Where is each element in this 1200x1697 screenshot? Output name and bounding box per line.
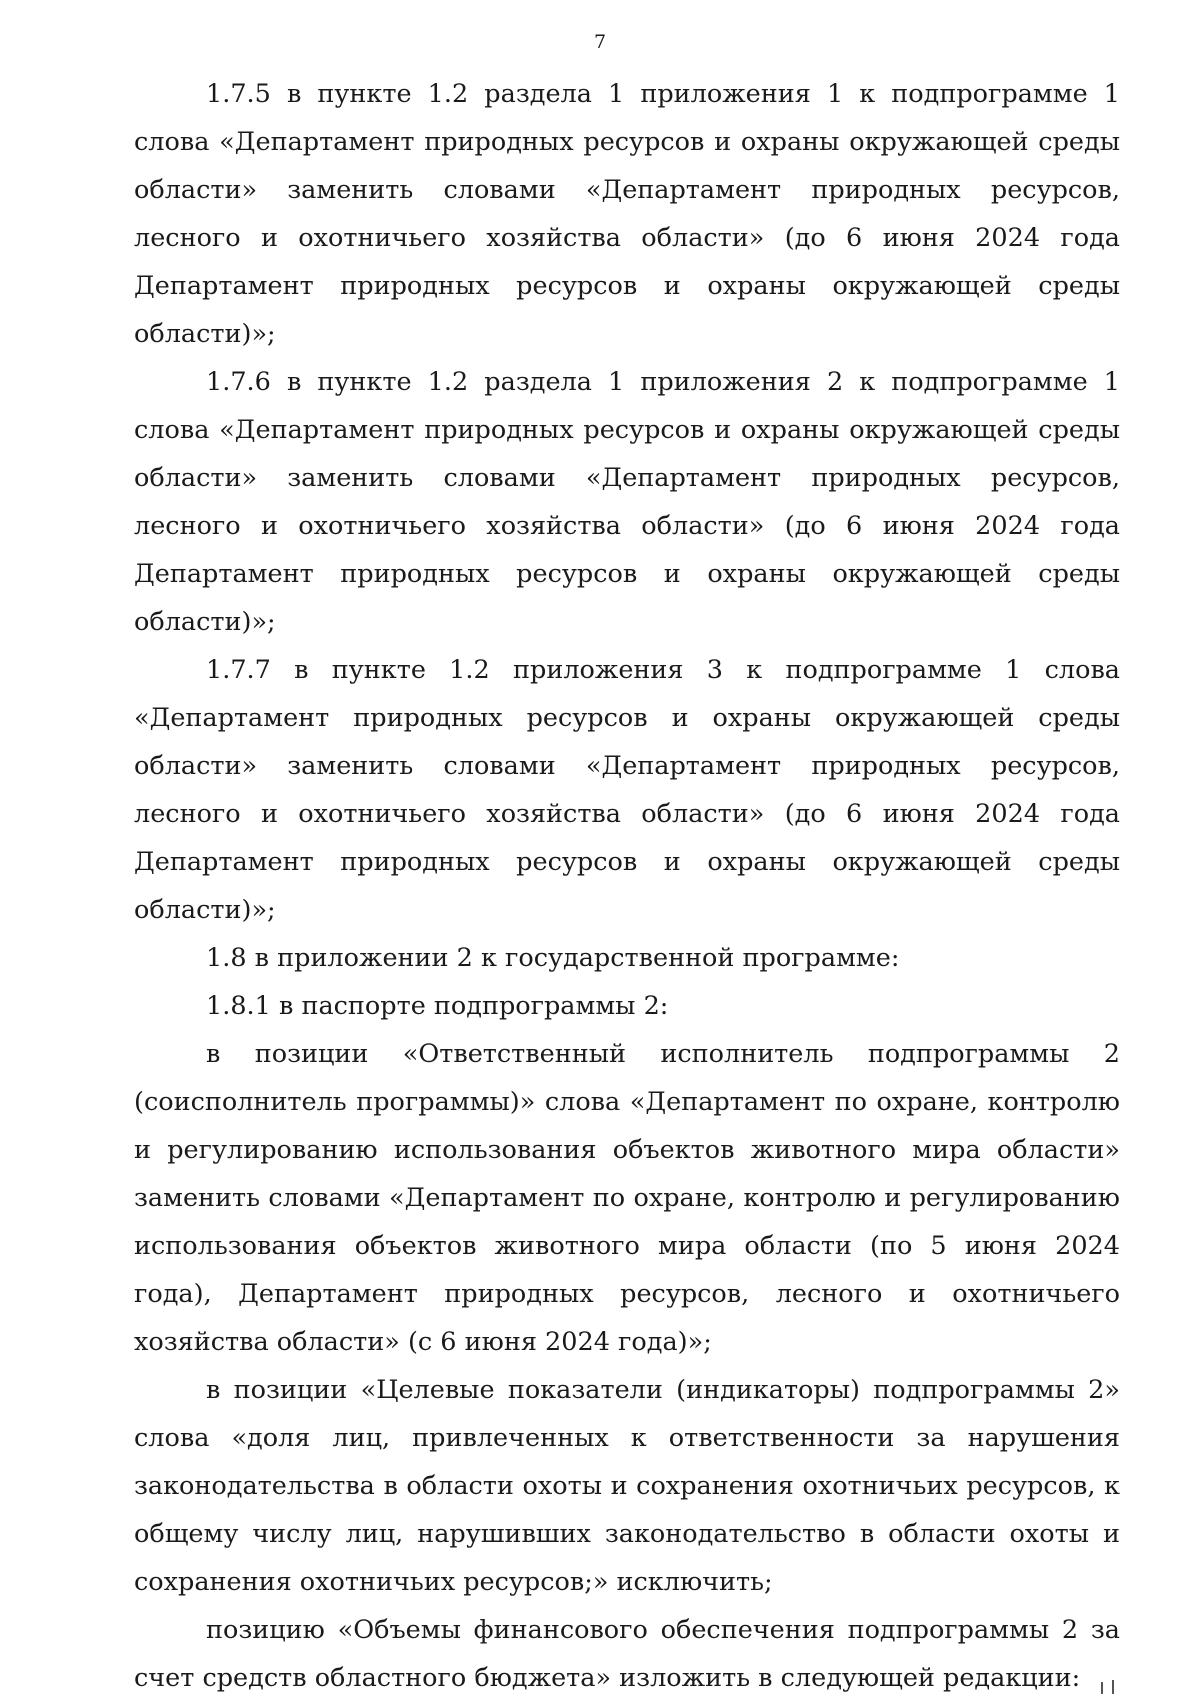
page-number: 7: [593, 31, 607, 53]
scan-mark-bottom-right: [1101, 1682, 1103, 1694]
paragraph-1-7-6: 1.7.6 в пункте 1.2 раздела 1 приложения 2 к подпрограмме 1 слова «Департамент природных ресурсов и охраны окружающей среды области» заменить словами «Департамент природных ресурсов, лесного и охотничьего хозяйства области» (до 6 июня 2024 года Департамент природных ресурсов и охраны окружающей среды области)»;: [134, 367, 1120, 637]
paragraph-responsible-executor: в позиции «Ответственный исполнитель подпрограммы 2 (соисполнитель программы)» слова «Департамент по охране, контролю и регулированию использования объектов животного мира области» заменить словами «Департамент по охране, контролю и регулированию использования объектов животного мира области (по 5 июня 2024 года), Департамент природных ресурсов, лесного и охотничьего хозяйства области» (с 6 июня 2024 года)»;: [134, 1039, 1120, 1357]
paragraph-1-7-7: 1.7.7 в пункте 1.2 приложения 3 к подпрограмме 1 слова «Департамент природных ресурсов и охраны окружающей среды области» заменить словами «Департамент природных ресурсов, лесного и охотничьего хозяйства области» (до 6 июня 2024 года Департамент природных ресурсов и охраны окружающей среды области)»;: [134, 655, 1120, 925]
paragraph-1-8: 1.8 в приложении 2 к государственной программе:: [206, 943, 900, 973]
paragraph-financing-volumes: позицию «Объемы финансового обеспечения подпрограммы 2 за счет средств областного бюджета» изложить в следующей редакции:: [134, 1615, 1120, 1693]
document-body: [134, 70, 1120, 1697]
paragraph-1-7-5: 1.7.5 в пункте 1.2 раздела 1 приложения 1 к подпрограмме 1 слова «Департамент природных ресурсов и охраны окружающей среды области» заменить словами «Департамент природных ресурсов, лесного и охотничьего хозяйства области» (до 6 июня 2024 года Департамент природных ресурсов и охраны окружающей среды области)»;: [134, 79, 1120, 349]
scan-mark-bottom-right-2: [1112, 1680, 1114, 1694]
paragraph-target-indicators: в позиции «Целевые показатели (индикаторы) подпрограммы 2» слова «доля лиц, привлеченных к ответственности за нарушения законодательства в области охоты и сохранения охотничьих ресурсов, к общему числу лиц, нарушивших законодательство в области охоты и сохранения охотничьих ресурсов;» исключить;: [134, 1375, 1120, 1597]
paragraph-1-8-1: 1.8.1 в паспорте подпрограммы 2:: [206, 991, 669, 1021]
